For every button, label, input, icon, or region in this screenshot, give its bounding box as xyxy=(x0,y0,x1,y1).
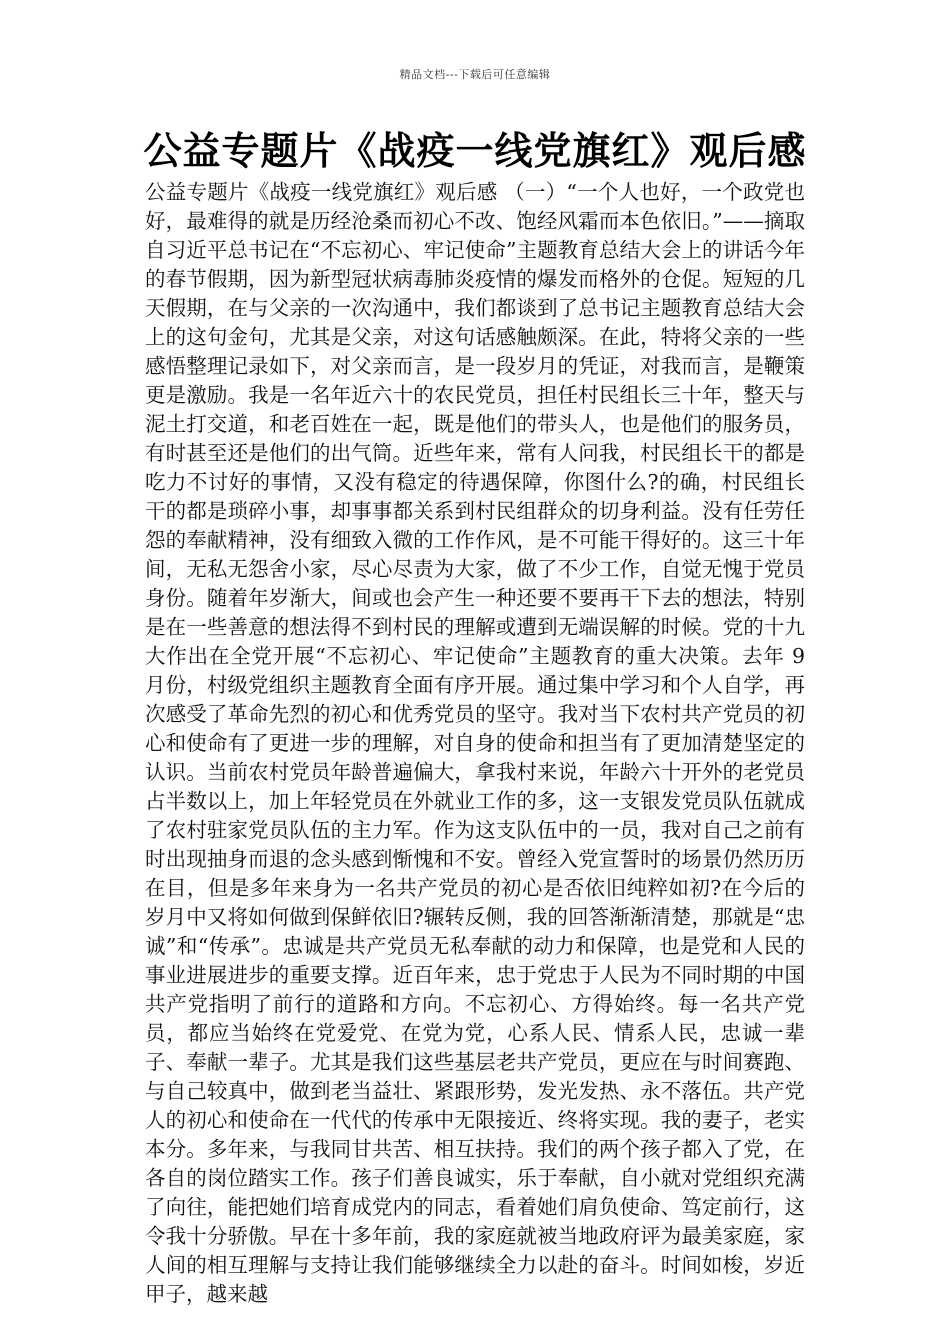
document-title: 公益专题片《战疫一线党旗红》观后感 xyxy=(143,129,807,173)
body-paragraph: 公益专题片《战疫一线党旗红》观后感 （一）“一个人也好，一个政党也好，最难得的就是历经沧桑而初心不改、饱经风霜而本色依旧。”——摘取自习近平总书记在“不忘初心、牢记使命”主题教育总结大会上的讲话今年的春节假期，因为新型冠状病毒肺炎疫情的爆发而格外的仓促。短短的几天假期，在与父亲的一次沟通中，我们都谈到了总书记主题教育总结大会上的这句金句，尤其是父亲，对这句话感触颇深。在此，特将父亲的一些感悟整理记录如下，对父亲而言，是一段岁月的凭证，对我而言，是鞭策更是激励。我是一名年近六十的农民党员，担任村民组长三十年，整天与泥土打交道，和老百姓在一起，既是他们的带头人，也是他们的服务员，有时甚至还是他们的出气筒。近些年来，常有人问我，村民组长干的都是吃力不讨好的事情，又没有稳定的待遇保障，你图什么?的确，村民组长干的都是琐碎小事，却事事都关系到村民组群众的切身利益。没有任劳任怨的奉献精神，没有细致入微的工作作风，是不可能干得好的。这三十年间，无私无怨舍小家，尽心尽责为大家，做了不少工作，自觉无愧于党员身份。随着年岁渐大，间或也会产生一种还要不要再干下去的想法，特别是在一些善意的想法得不到村民的理解或遭到无端误解的时候。党的十九大作出在全党开展“不忘初心、牢记使命”主题教育的重大决策。去年 9 月份，村级党组织主题教育全面有序开展。通过集中学习和个人自学，再次感受了革命先烈的初心和优秀党员的坚守。我对当下农村共产党员的初心和使命有了更进一步的理解，对自身的使命和担当有了更加清楚坚定的认识。当前农村党员年龄普遍偏大，拿我村来说，年龄六十开外的老党员占半数以上，加上年轻党员在外就业工作的多，这一支银发党员队伍就成了农村驻家党员队伍的主力军。作为这支队伍中的一员，我对自己之前有时出现抽身而退的念头感到惭愧和不安。曾经入党宣誓时的场景仍然历历在目，但是多年来身为一名共产党员的初心是否依旧纯粹如初?在今后的岁月中又将如何做到保鲜依旧?辗转反侧，我的回答渐渐清楚，那就是“忠诚”和“传承”。忠诚是共产党员无私奉献的动力和保障，也是党和人民的事业进展进步的重要支撑。近百年来，忠于党忠于人民为不同时期的中国共产党指明了前行的道路和方向。不忘初心、方得始终。每一名共产党员，都应当始终在党爱党、在党为党，心系人民、情系人民，忠诚一辈子、奉献一辈子。尤其是我们这些基层老共产党员，更应在与时间赛跑、与自己较真中，做到老当益壮、紧跟形势，发光发热、永不落伍。共产党人的初心和使命在一代代的传承中无限接近、终将实现。我的妻子，老实本分。多年来，与我同甘共苦、相互扶持。我们的两个孩子都入了党，在各自的岗位踏实工作。孩子们善良诚实，乐于奉献，自小就对党组织充满了向往，能把她们培育成党内的同志，看着她们肩负使命、笃定前行，这令我十分骄傲。早在十多年前，我的家庭就被当地政府评为最美家庭，家人间的相互理解与支持让我们能够继续全力以赴的奋斗。时间如梭，岁近甲子，越来越 xyxy=(145,180,805,1306)
header-note: 精品文档---下载后可任意编辑 xyxy=(399,68,551,81)
